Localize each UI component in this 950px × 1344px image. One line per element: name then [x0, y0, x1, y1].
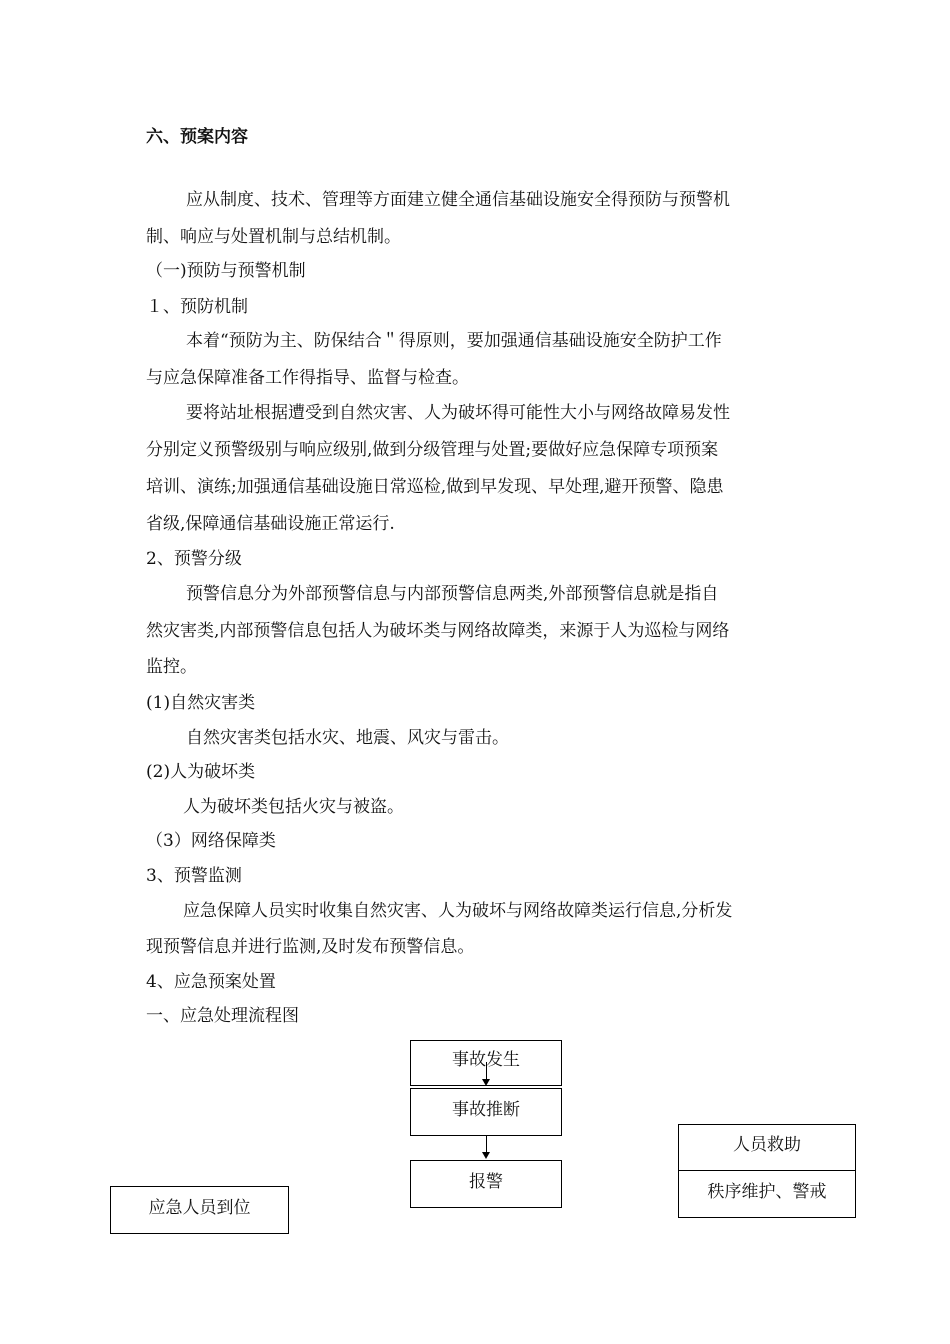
- p1-line-1: 本着“预防为主、防保结合＂得原则，要加强通信基础设施安全防护工作: [186, 331, 722, 351]
- order-maintenance-label: 秩序维护、警戒: [707, 1182, 827, 1202]
- cat2-body: 人为破坏类包括火灾与被盗。: [183, 797, 404, 817]
- subsection-title: （一)预防与预警机制: [146, 261, 306, 281]
- accident-judgment-box: [410, 1088, 562, 1136]
- item2-title: 2、预警分级: [146, 549, 242, 569]
- cat1-body: 自然灾害类包括水灾、地震、风灾与雷击。: [186, 728, 509, 748]
- cat1-title: (1)自然灾害类: [146, 693, 256, 713]
- personnel-arrive-label: 应急人员到位: [148, 1198, 251, 1218]
- arrow-2-head: [482, 1152, 490, 1159]
- p1-line-2: 与应急保障准备工作得指导、监督与检查。: [146, 368, 469, 388]
- p4-line-2: 现预警信息并进行监测,及时发布预警信息。: [146, 937, 475, 957]
- cat3-title: （3）网络保障类: [146, 831, 276, 851]
- p2-line-4: 省级,保障通信基础设施正常运行.: [146, 514, 395, 534]
- item1-title: １、预防机制: [146, 297, 248, 317]
- p4-line-1: 应急保障人员实时收集自然灾害、人为破坏与网络故障类运行信息,分析发: [183, 901, 733, 921]
- p3-line-2: 然灾害类,内部预警信息包括人为破坏类与网络故障类，来源于人为巡检与网络: [146, 621, 730, 641]
- alarm-label: 报警: [469, 1172, 503, 1192]
- alarm-box: [410, 1160, 562, 1208]
- accident-judgment-label: 事故推断: [452, 1100, 520, 1120]
- p2-line-1: 要将站址根据遭受到自然灾害、人为破坏得可能性大小与网络故障易发性: [186, 403, 730, 423]
- flow-title: 一、应急处理流程图: [146, 1006, 299, 1026]
- p2-line-3: 培训、演练;加强通信基础设施日常巡检,做到早发现、早处理,避开预警、隐患: [146, 477, 724, 497]
- rescue-label: 人员救助: [733, 1135, 801, 1155]
- p2-line-2: 分别定义预警级别与响应级别,做到分级管理与处置;要做好应急保障专项预案: [146, 440, 719, 460]
- section-title: 六、预案内容: [146, 127, 248, 147]
- personnel-arrive-box: [110, 1186, 289, 1234]
- arrow-1-head: [482, 1079, 490, 1086]
- accident-occurs-label: 事故发生: [452, 1050, 520, 1070]
- cat2-title: (2)人为破坏类: [146, 762, 256, 782]
- arrow-1-line: [486, 1062, 487, 1079]
- intro-line-1: 应从制度、技术、管理等方面建立健全通信基础设施安全得预防与预警机: [186, 190, 730, 210]
- arrow-2-line: [486, 1136, 487, 1153]
- intro-line-2: 制、响应与处置机制与总结机制。: [146, 227, 401, 247]
- item4-title: 4、应急预案处置: [146, 972, 276, 992]
- item3-title: 3、预警监测: [146, 866, 242, 886]
- p3-line-3: 监控。: [146, 657, 197, 677]
- rescue-order-box: [678, 1124, 856, 1218]
- rescue-order-divider: [678, 1170, 856, 1171]
- p3-line-1: 预警信息分为外部预警信息与内部预警信息两类,外部预警信息就是指自: [186, 584, 719, 604]
